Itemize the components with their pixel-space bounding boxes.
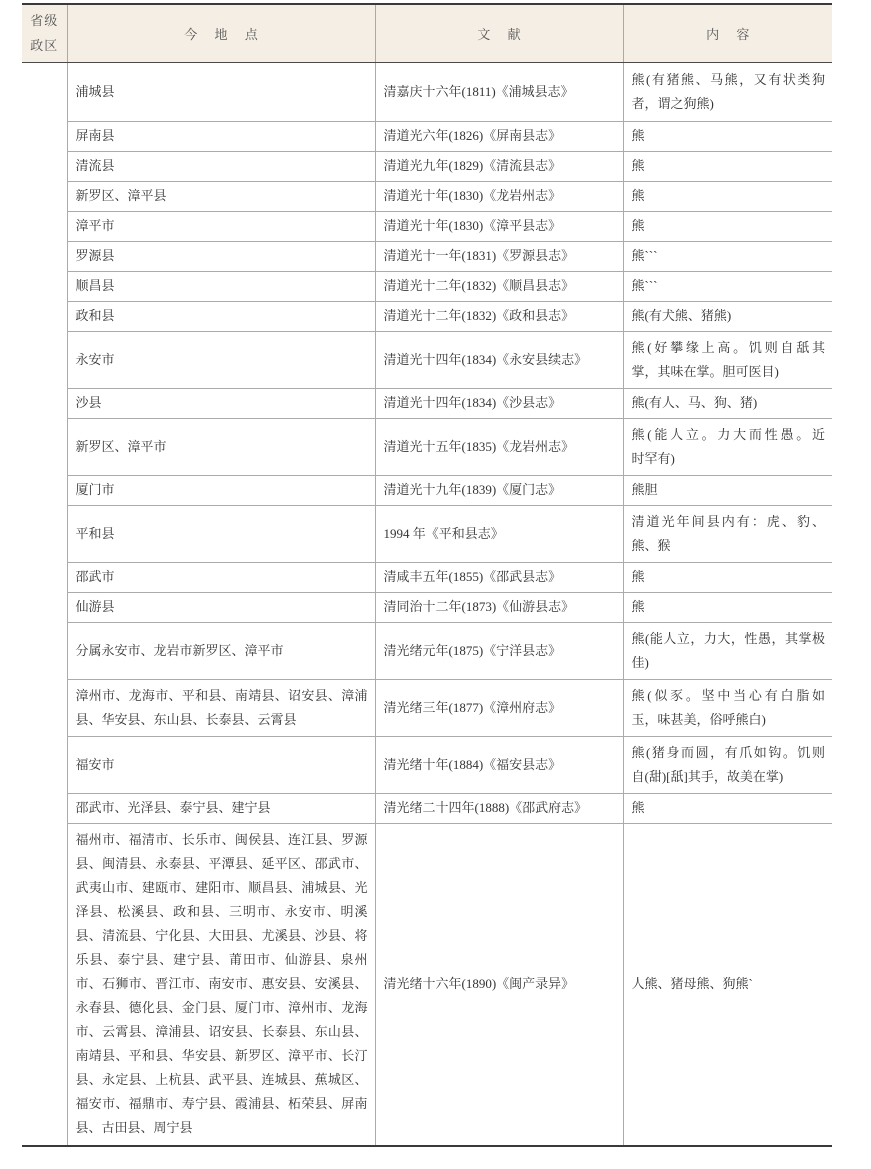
source-cell xyxy=(375,562,623,592)
source-text xyxy=(384,972,616,996)
place-text xyxy=(76,244,368,268)
content-text xyxy=(632,68,826,116)
place-text xyxy=(76,214,368,238)
place-text-line: 县、清流县、宁化县、大田县、尤溪县、沙县、将 xyxy=(75,928,368,944)
source-text xyxy=(384,214,616,238)
table-row xyxy=(22,211,832,241)
content-text-line: 时罕有) xyxy=(631,450,675,466)
content-cell xyxy=(623,793,832,823)
place-cell xyxy=(67,271,375,301)
place-text xyxy=(76,522,368,546)
place-text xyxy=(76,184,368,208)
content-text-line: 熊(好攀缘上高。饥则自舐其 xyxy=(631,339,825,355)
place-text xyxy=(76,828,368,1140)
place-text-line: 福安市、福鼎市、寿宁县、霞浦县、柘荣县、屏南 xyxy=(75,1096,368,1112)
source-text-line: 清道光六年(1826)《屏南县志》 xyxy=(383,128,562,143)
content-text-line: 熊ˋˋˋ xyxy=(631,278,658,293)
header-content-label: 内 容 xyxy=(706,26,757,42)
content-cell xyxy=(623,622,832,679)
source-text-line: 清咸丰五年(1855)《邵武县志》 xyxy=(383,569,562,584)
content-cell xyxy=(623,562,832,592)
header-place-label: 今 地 点 xyxy=(184,26,265,42)
source-text-line: 清光绪元年(1875)《宁洋县志》 xyxy=(383,642,562,658)
table-row xyxy=(22,592,832,622)
content-text-line: 熊 xyxy=(631,188,645,203)
source-cell xyxy=(375,592,623,622)
place-text-line: 新罗区、漳平县 xyxy=(75,188,167,203)
place-text-line: 沙县 xyxy=(75,395,102,410)
content-text-line: 熊 xyxy=(631,158,645,173)
content-text-line: 熊(能人立。力大而性愚。近 xyxy=(631,426,825,442)
place-text-line: 永安市 xyxy=(75,351,115,367)
content-text-line: 自(甜)[舐]其手，故美在掌) xyxy=(631,768,784,784)
content-cell xyxy=(623,388,832,418)
source-text xyxy=(384,565,616,589)
place-text xyxy=(76,753,368,777)
place-cell xyxy=(67,301,375,331)
table-row xyxy=(22,418,832,475)
place-text-line: 福州市、福清市、长乐市、闽侯县、连江县、罗源 xyxy=(75,832,368,848)
content-text xyxy=(632,595,826,619)
records-table xyxy=(22,3,832,1147)
content-cell xyxy=(623,679,832,736)
content-text-line: 熊(猪身而圆，有爪如钩。饥则 xyxy=(631,744,825,760)
place-cell xyxy=(67,121,375,151)
place-text xyxy=(76,595,368,619)
content-text-line: 熊 xyxy=(631,218,645,233)
source-text xyxy=(384,80,616,104)
content-text-line: 熊(有犬熊、猪熊) xyxy=(631,308,732,323)
place-text-line: 乐县、泰宁县、建宁县、莆田市、仙游县、泉州 xyxy=(75,952,368,968)
place-cell xyxy=(67,823,375,1146)
place-cell xyxy=(67,331,375,388)
content-cell xyxy=(623,736,832,793)
table-row xyxy=(22,562,832,592)
content-text xyxy=(632,627,826,675)
place-text xyxy=(76,304,368,328)
content-cell xyxy=(623,505,832,562)
content-text xyxy=(632,423,826,471)
content-text xyxy=(632,478,826,502)
place-cell xyxy=(67,388,375,418)
content-text xyxy=(632,741,826,789)
content-text-line: 熊 xyxy=(631,569,645,584)
source-cell xyxy=(375,241,623,271)
source-text xyxy=(384,244,616,268)
content-text-line: 熊 xyxy=(631,128,645,143)
source-cell xyxy=(375,121,623,151)
content-cell xyxy=(623,301,832,331)
place-text-line: 政和县 xyxy=(75,308,115,323)
content-text-line: 熊(似豕。坚中当心有白脂如 xyxy=(631,687,825,703)
content-cell xyxy=(623,418,832,475)
content-cell xyxy=(623,62,832,121)
province-cell xyxy=(22,62,67,1146)
content-text xyxy=(632,796,826,820)
place-text xyxy=(76,80,368,104)
source-text-line: 清道光十五年(1835)《龙岩州志》 xyxy=(383,438,575,454)
content-text xyxy=(632,391,826,415)
header-province xyxy=(22,4,67,62)
place-text-line: 新罗区、漳平市 xyxy=(75,438,167,454)
source-cell xyxy=(375,211,623,241)
place-cell xyxy=(67,679,375,736)
place-text-line: 顺昌县 xyxy=(75,278,115,293)
place-text-line: 仙游县 xyxy=(75,599,115,614)
content-cell xyxy=(623,181,832,211)
place-text-line: 漳州市、龙海市、平和县、南靖县、诏安县、漳浦 xyxy=(75,687,368,703)
source-cell xyxy=(375,331,623,388)
source-cell xyxy=(375,622,623,679)
content-text xyxy=(632,510,826,558)
source-cell xyxy=(375,301,623,331)
header-source xyxy=(375,4,623,62)
content-text-line: 熊胆 xyxy=(631,482,658,497)
content-text-line: 熊(有人、马、狗、猪) xyxy=(631,395,758,410)
place-text xyxy=(76,639,368,663)
content-text xyxy=(632,972,826,996)
place-text-line: 县、古田县、周宁县 xyxy=(75,1120,193,1136)
source-text xyxy=(384,274,616,298)
place-text xyxy=(76,565,368,589)
place-text-line: 平和县 xyxy=(75,525,115,541)
place-text-line: 市、石狮市、晋江市、南安市、惠安县、安溪县、 xyxy=(75,976,368,992)
place-text-line: 邵武市 xyxy=(75,569,115,584)
content-text xyxy=(632,124,826,148)
place-text-line: 永春县、德化县、金门县、厦门市、漳州市、龙海 xyxy=(75,1000,368,1016)
source-text xyxy=(384,639,616,663)
source-text xyxy=(384,796,616,820)
content-cell xyxy=(623,241,832,271)
content-text-line: 熊 xyxy=(631,800,645,815)
source-cell xyxy=(375,505,623,562)
content-cell xyxy=(623,592,832,622)
source-cell xyxy=(375,181,623,211)
table-row xyxy=(22,475,832,505)
source-text-line: 清同治十二年(1873)《仙游县志》 xyxy=(383,599,575,614)
source-text-line: 清光绪十六年(1890)《闽产录异》 xyxy=(383,976,575,992)
place-text-line: 福安市 xyxy=(75,756,115,772)
place-cell xyxy=(67,181,375,211)
place-cell xyxy=(67,793,375,823)
source-text-line: 清光绪十年(1884)《福安县志》 xyxy=(383,756,562,772)
content-text-line: 熊、猴 xyxy=(631,537,671,553)
place-cell xyxy=(67,562,375,592)
content-cell xyxy=(623,211,832,241)
source-text xyxy=(384,124,616,148)
place-text-line: 漳平市 xyxy=(75,218,115,233)
content-text xyxy=(632,214,826,238)
header-province-label: 省级 政区 xyxy=(30,13,59,54)
source-text-line: 清道光十四年(1834)《永安县续志》 xyxy=(383,351,588,367)
place-cell xyxy=(67,241,375,271)
source-text xyxy=(384,391,616,415)
place-text-line: 县、永定县、上杭县、武平县、连城县、蕉城区、 xyxy=(75,1072,368,1088)
table-row xyxy=(22,736,832,793)
place-text xyxy=(76,435,368,459)
source-text-line: 清道光十九年(1839)《厦门志》 xyxy=(383,482,562,497)
source-cell xyxy=(375,475,623,505)
content-text xyxy=(632,336,826,384)
source-text-line: 清道光十年(1830)《龙岩州志》 xyxy=(383,188,562,203)
source-cell xyxy=(375,271,623,301)
place-cell xyxy=(67,418,375,475)
place-text xyxy=(76,348,368,372)
place-text-line: 罗源县 xyxy=(75,248,115,263)
place-text-line: 浦城县 xyxy=(75,83,115,99)
source-text-line: 清道光十二年(1832)《顺昌县志》 xyxy=(383,278,575,293)
content-text-line: 人熊、猪母熊、狗熊ˋ xyxy=(631,976,753,992)
place-cell xyxy=(67,736,375,793)
place-cell xyxy=(67,622,375,679)
content-text xyxy=(632,154,826,178)
source-text xyxy=(384,304,616,328)
place-cell xyxy=(67,151,375,181)
source-cell xyxy=(375,736,623,793)
table-row xyxy=(22,241,832,271)
source-text xyxy=(384,348,616,372)
source-text xyxy=(384,753,616,777)
table-row xyxy=(22,793,832,823)
source-text xyxy=(384,595,616,619)
header-place xyxy=(67,4,375,62)
place-text-line: 屏南县 xyxy=(75,128,115,143)
source-text-line: 清光绪二十四年(1888)《邵武府志》 xyxy=(383,800,588,815)
source-cell xyxy=(375,388,623,418)
source-text-line: 清道光十四年(1834)《沙县志》 xyxy=(383,395,562,410)
table-row xyxy=(22,181,832,211)
source-text-line: 清道光十二年(1832)《政和县志》 xyxy=(383,308,575,323)
content-text-line: 玉，味甚美，俗呼熊白) xyxy=(631,711,766,727)
content-text xyxy=(632,565,826,589)
content-text xyxy=(632,244,826,268)
header-source-label: 文 献 xyxy=(477,26,528,42)
source-cell xyxy=(375,823,623,1146)
place-text-line: 县、闽清县、永泰县、平潭县、延平区、邵武市、 xyxy=(75,856,368,872)
content-cell xyxy=(623,475,832,505)
source-cell xyxy=(375,679,623,736)
source-text xyxy=(384,478,616,502)
place-text-line: 分属永安市、龙岩市新罗区、漳平市 xyxy=(75,642,284,658)
content-text xyxy=(632,184,826,208)
place-text-line: 南靖县、平和县、华安县、新罗区、漳平市、长汀 xyxy=(75,1048,368,1064)
table-row xyxy=(22,622,832,679)
content-cell xyxy=(623,121,832,151)
source-text-line: 清道光十年(1830)《漳平县志》 xyxy=(383,218,562,233)
place-cell xyxy=(67,211,375,241)
place-text-line: 武夷山市、建瓯市、建阳市、顺昌县、浦城县、光 xyxy=(75,880,368,896)
source-text xyxy=(384,435,616,459)
content-text-line: 掌，其味在掌。胆可医目) xyxy=(631,363,779,379)
content-text xyxy=(632,684,826,732)
source-text xyxy=(384,184,616,208)
place-text-line: 泽县、松溪县、政和县、三明市、永安市、明溪 xyxy=(75,904,368,920)
header-content xyxy=(623,4,832,62)
source-text xyxy=(384,522,616,546)
place-text xyxy=(76,274,368,298)
source-text-line: 清嘉庆十六年(1811)《浦城县志》 xyxy=(383,83,574,99)
place-cell xyxy=(67,505,375,562)
table-header-row xyxy=(22,4,832,62)
source-text-line: 清光绪三年(1877)《漳州府志》 xyxy=(383,699,562,715)
place-text-line: 清流县 xyxy=(75,158,115,173)
place-text-line: 市、云霄县、漳浦县、诏安县、长泰县、东山县、 xyxy=(75,1024,368,1040)
place-cell xyxy=(67,475,375,505)
table-row xyxy=(22,62,832,121)
source-cell xyxy=(375,418,623,475)
place-text xyxy=(76,684,368,732)
place-text xyxy=(76,391,368,415)
content-text-line: 佳) xyxy=(631,654,649,670)
table-row xyxy=(22,271,832,301)
table-row xyxy=(22,151,832,181)
content-text-line: 熊 xyxy=(631,599,645,614)
place-text-line: 邵武市、光泽县、泰宁县、建宁县 xyxy=(75,800,271,815)
source-cell xyxy=(375,62,623,121)
source-text-line: 清道光十一年(1831)《罗源县志》 xyxy=(383,248,575,263)
place-text-line: 县、华安县、东山县、长泰县、云霄县 xyxy=(75,711,297,727)
table-row xyxy=(22,679,832,736)
place-text xyxy=(76,154,368,178)
table-row xyxy=(22,331,832,388)
place-text xyxy=(76,796,368,820)
place-text xyxy=(76,478,368,502)
table-row xyxy=(22,388,832,418)
place-text xyxy=(76,124,368,148)
source-text-line: 清道光九年(1829)《清流县志》 xyxy=(383,158,562,173)
content-text xyxy=(632,304,826,328)
table-row xyxy=(22,121,832,151)
source-text xyxy=(384,696,616,720)
place-cell xyxy=(67,592,375,622)
content-cell xyxy=(623,271,832,301)
content-cell xyxy=(623,331,832,388)
table-row xyxy=(22,505,832,562)
content-text-line: 者，谓之狗熊) xyxy=(631,95,714,111)
source-text xyxy=(384,154,616,178)
content-text-line: 熊(能人立，力大，性愚，其掌极 xyxy=(631,630,825,646)
source-cell xyxy=(375,793,623,823)
source-cell xyxy=(375,151,623,181)
source-text-line: 1994 年《平和县志》 xyxy=(383,525,504,541)
place-cell xyxy=(67,62,375,121)
content-text-line: 熊(有猪熊、马熊，又有状类狗 xyxy=(631,71,825,87)
content-cell xyxy=(623,151,832,181)
table-row xyxy=(22,301,832,331)
place-text-line: 厦门市 xyxy=(75,482,115,497)
table-row xyxy=(22,823,832,1146)
content-text-line: 清道光年间县内有：虎、豹、 xyxy=(631,513,825,529)
content-text-line: 熊ˋˋˋ xyxy=(631,248,658,263)
content-text xyxy=(632,274,826,298)
content-cell xyxy=(623,823,832,1146)
